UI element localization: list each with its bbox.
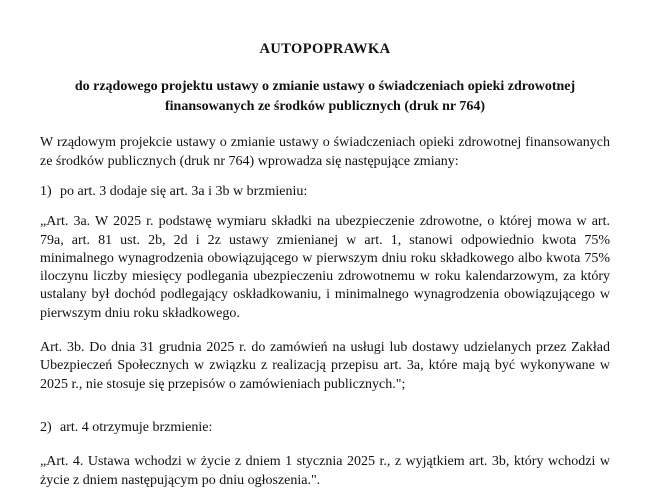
quoted-provision-art-4: „Art. 4. Ustawa wchodzi w życie z dniem 1 stycznia 2025 r., z wyjątkiem art. 3b, który wchodzi w życie z dniem następującym po dniu ogłoszenia.". [40, 454, 610, 488]
document-body [40, 117, 610, 489]
spacer [40, 394, 610, 419]
quoted-provision-art-3b: Art. 3b. Do dnia 31 grudnia 2025 r. do zamówień na usługi lub dostawy udzielanych przez Zakład Ubezpieczeń Społecznych w związku z realizacją przepisu art. 3a, które mają być wykonywane w 2025 r., nie stosuje się przepisów o zamówieniach publicznych."; [40, 340, 610, 392]
spacer [40, 437, 610, 453]
spacer [40, 201, 610, 213]
list-item-1 [40, 183, 610, 201]
subtitle-line-1: do rządowego projektu ustawy o zmianie ustawy o świadczeniach opieki zdrowotnej [74, 79, 576, 95]
list-item-1-number: 1) [40, 183, 52, 199]
list-item-2 [40, 419, 610, 437]
intro-paragraph: W rządowym projekcie ustawy o zmianie ustawy o świadczeniach opieki zdrowotnej finansowanych ze środków publicznych (druk nr 764) wprowadza się następujące zmiany: [40, 135, 610, 169]
page-title: AUTOPOPRAWKA [259, 41, 391, 57]
list-item-1-label: po art. 3 dodaje się art. 3a i 3b w brzmieniu: [60, 183, 308, 199]
list-item-2-number: 2) [40, 419, 52, 435]
quoted-provision-art-3a: „Art. 3a. W 2025 r. podstawę wymiaru składki na ubezpieczenie zdrowotne, o której mowa w art. 79a, art. 81 ust. 2b, 2d i 2z ustawy zmienianej w art. 1, stanowi odpowiednio kwota 75% minimalnego wynagrodzenia obowiązującego w pierwszym dniu roku składkowego albo kwota 75% iloczynu liczby miesięcy podlegania ubezpieczeniu zdrowotnemu w roku kalendarzowym, za który ustalany był dochód podlegający oskładkowaniu, i minimalnego wynagrodzenia obowiązującego w pierwszym dniu roku składkowego. [40, 214, 610, 321]
subtitle-line-2: finansowanych ze środków publicznych (druk nr 764) [165, 99, 485, 115]
list-item-2-label: art. 4 otrzymuje brzmienie: [60, 419, 213, 435]
document-subtitle [40, 58, 610, 117]
spacer [40, 323, 610, 339]
